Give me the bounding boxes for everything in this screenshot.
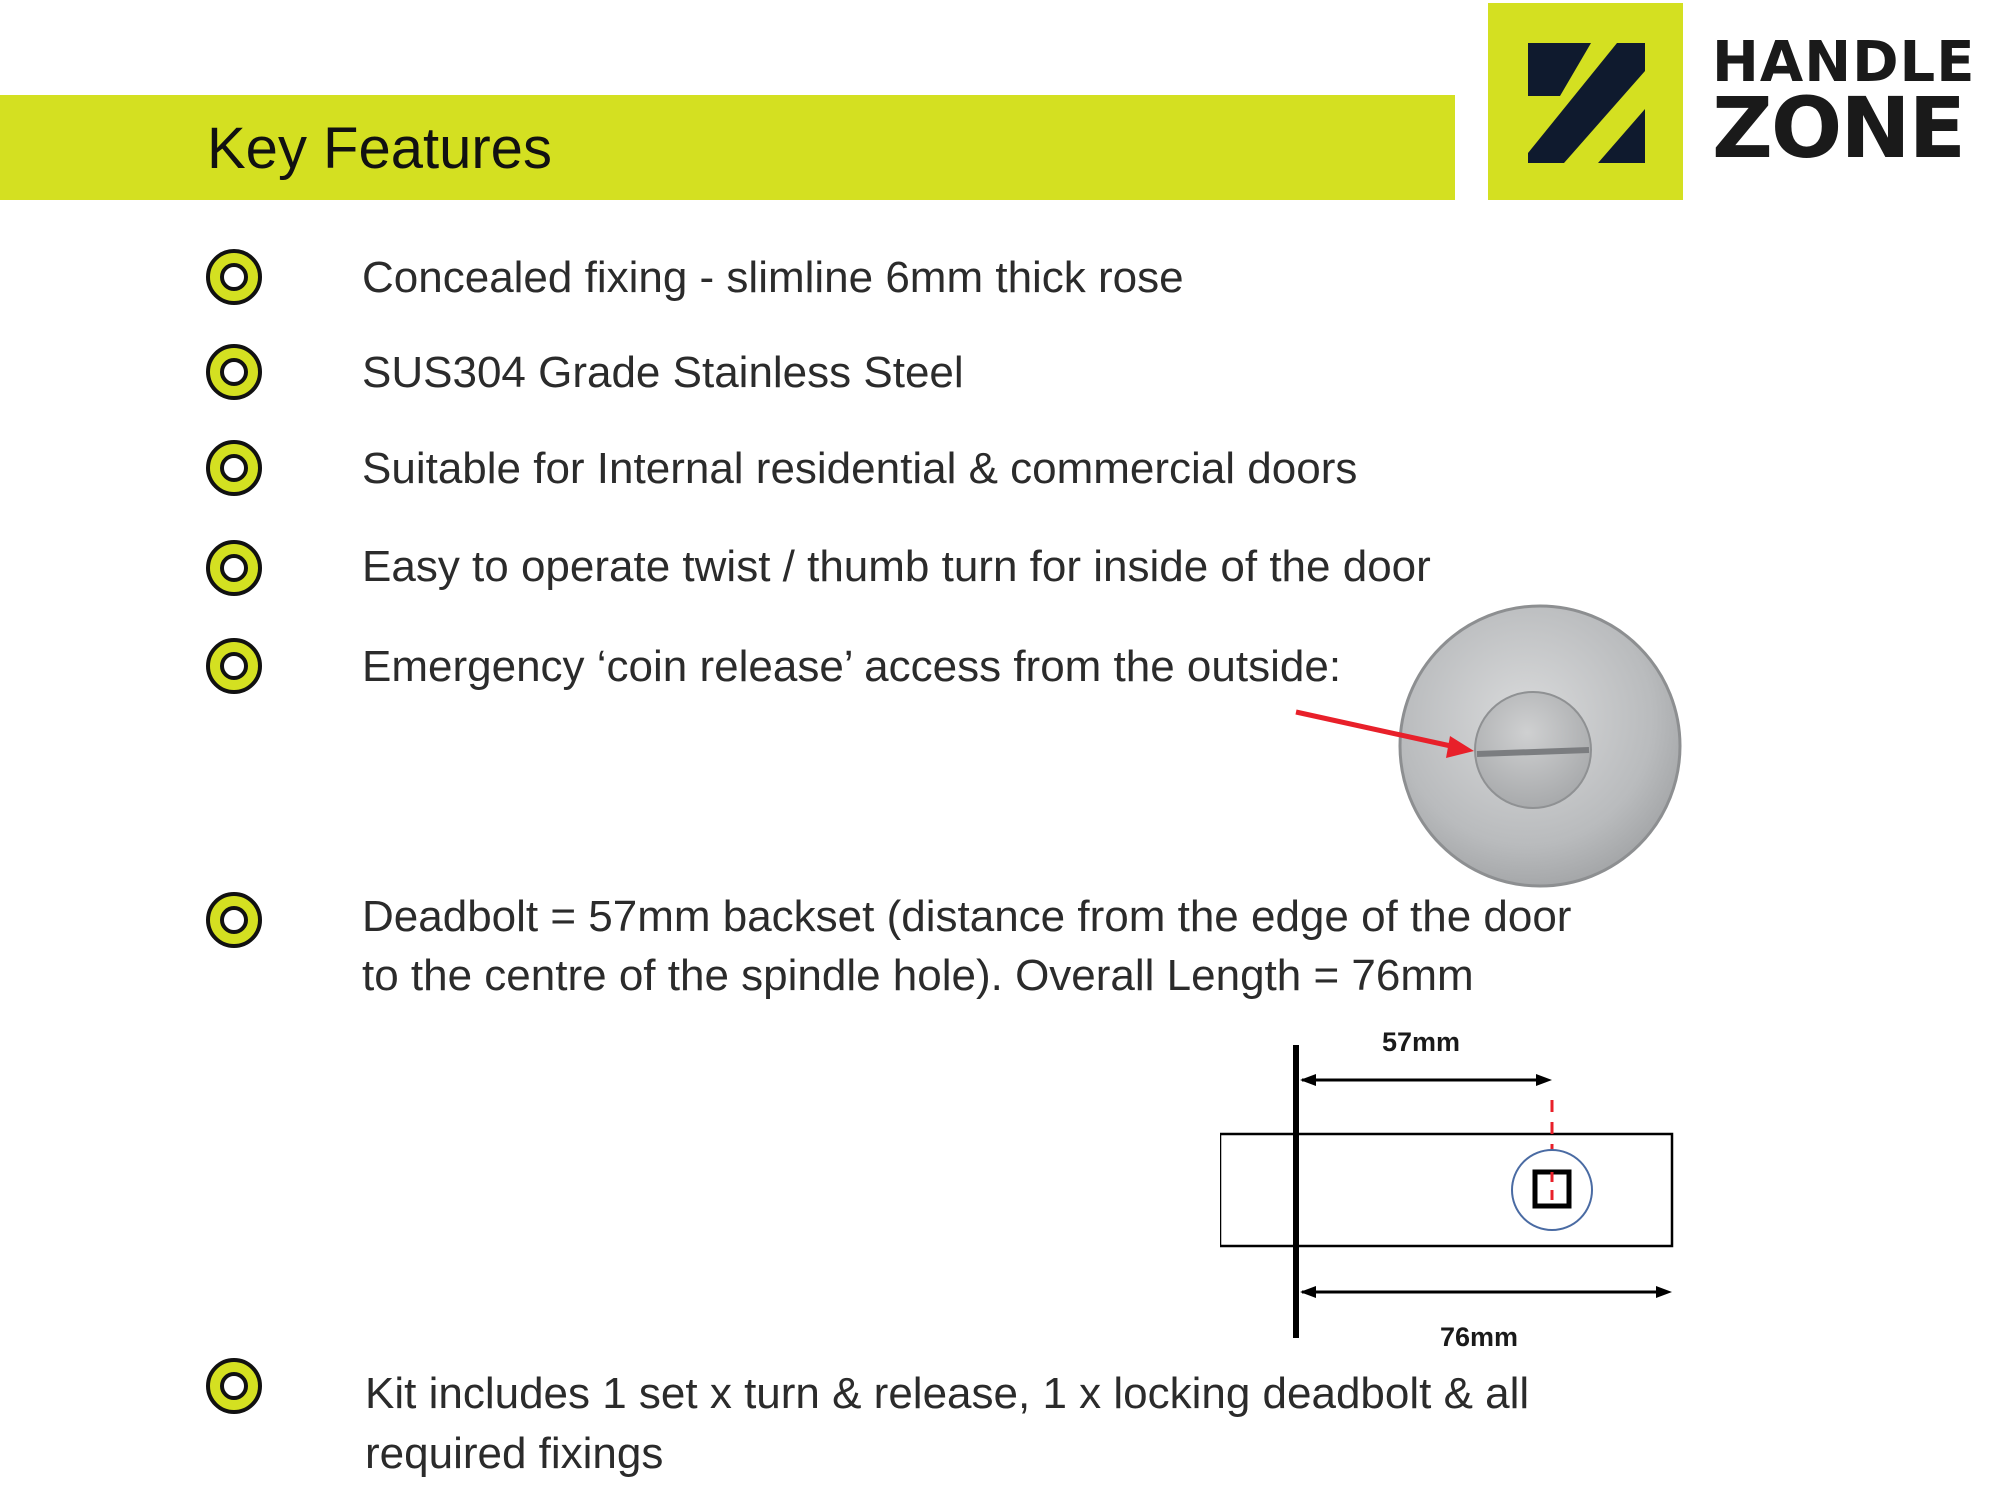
logo-text-zone: ZONE [1712, 79, 1964, 177]
page-title: Key Features [207, 116, 552, 181]
ring-bullet-icon [205, 539, 263, 597]
ring-bullet-icon [205, 891, 263, 949]
logo-mark [1488, 3, 1683, 200]
feature-suitable-doors: Suitable for Internal residential & commercial doors [362, 444, 1358, 493]
feature-stainless-steel: SUS304 Grade Stainless Steel [362, 348, 964, 397]
dimension-76mm-label: 76mm [1440, 1322, 1519, 1352]
ring-bullet-icon [205, 637, 263, 695]
logo-text-handle: HANDLE [1712, 30, 1976, 95]
ring-bullet-icon [205, 439, 263, 497]
dimension-57mm-label: 57mm [1382, 1027, 1461, 1057]
red-arrow-icon [1290, 700, 1490, 780]
deadbolt-diagram [1220, 1030, 1700, 1350]
feature-deadbolt-line1: Deadbolt = 57mm backset (distance from the edge of the door [362, 892, 1572, 941]
logo-slash-icon [1488, 3, 1683, 200]
feature-deadbolt-line2: to the centre of the spindle hole). Overall Length = 76mm [362, 951, 1474, 1000]
ring-bullet-icon [205, 343, 263, 401]
feature-kit-line1: Kit includes 1 set x turn & release, 1 x locking deadbolt & all [365, 1369, 1530, 1418]
feature-thumb-turn: Easy to operate twist / thumb turn for inside of the door [362, 542, 1431, 591]
feature-concealed-fixing: Concealed fixing - slimline 6mm thick rose [362, 253, 1184, 302]
ring-bullet-icon [205, 248, 263, 306]
feature-kit-line2: required fixings [365, 1429, 664, 1478]
ring-bullet-icon [205, 1357, 263, 1415]
feature-coin-release: Emergency ‘coin release’ access from the outside: [362, 642, 1342, 691]
